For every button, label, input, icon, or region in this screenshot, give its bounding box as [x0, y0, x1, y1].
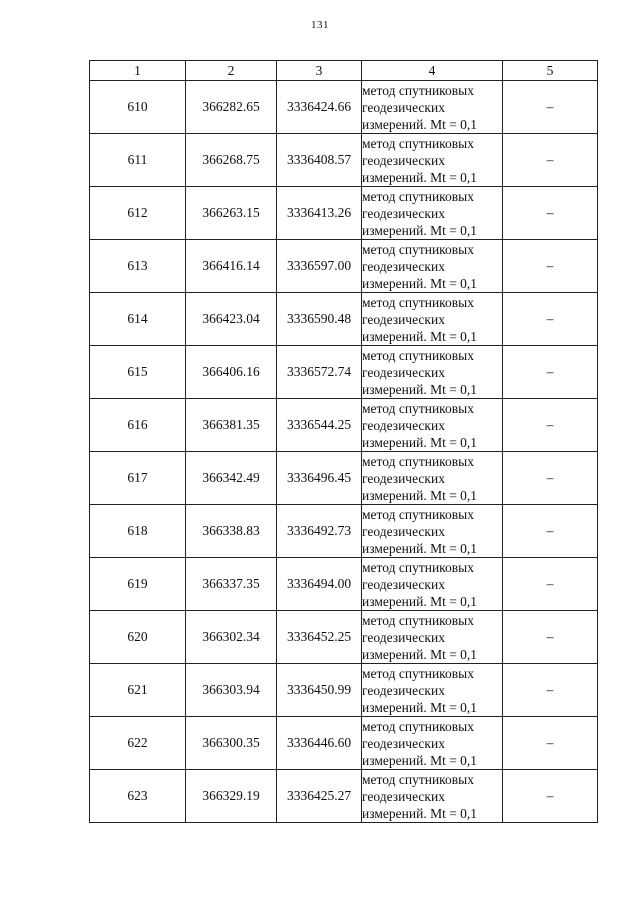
method-text-line: измерений. Mt = 0,1: [362, 222, 478, 238]
method-text-line: метод спутниковых: [362, 612, 474, 628]
y-coordinate-cell: 3336494.00: [277, 558, 362, 611]
point-number-cell: 614: [90, 293, 186, 346]
y-coordinate-cell: 3336496.45: [277, 452, 362, 505]
x-coordinate-cell: 366302.34: [186, 611, 277, 664]
method-text-line: геодезических: [362, 629, 445, 645]
method-cell: [362, 558, 503, 611]
x-coordinate-cell: 366329.19: [186, 770, 277, 823]
x-coordinate-cell: 366406.16: [186, 346, 277, 399]
table-row: [90, 346, 598, 399]
method-cell: [362, 399, 503, 452]
note-cell: –: [503, 187, 598, 240]
method-text-line: метод спутниковых: [362, 559, 474, 575]
method-text-line: геодезических: [362, 99, 445, 115]
note-cell: –: [503, 293, 598, 346]
point-number-cell: 621: [90, 664, 186, 717]
method-cell: [362, 81, 503, 134]
y-coordinate-cell: 3336590.48: [277, 293, 362, 346]
note-cell: –: [503, 505, 598, 558]
table-row: [90, 717, 598, 770]
method-text-line: измерений. Mt = 0,1: [362, 434, 478, 450]
note-cell: –: [503, 452, 598, 505]
table-row: [90, 240, 598, 293]
x-coordinate-cell: 366338.83: [186, 505, 277, 558]
method-text-line: геодезических: [362, 205, 445, 221]
table-row: [90, 558, 598, 611]
method-text-line: измерений. Mt = 0,1: [362, 381, 478, 397]
method-text-line: геодезических: [362, 417, 445, 433]
y-coordinate-cell: 3336597.00: [277, 240, 362, 293]
y-coordinate-cell: 3336446.60: [277, 717, 362, 770]
table-row: [90, 611, 598, 664]
table-row: [90, 770, 598, 823]
method-text-line: измерений. Mt = 0,1: [362, 646, 478, 662]
x-coordinate-cell: 366337.35: [186, 558, 277, 611]
y-coordinate-cell: 3336425.27: [277, 770, 362, 823]
point-number-cell: 615: [90, 346, 186, 399]
method-text-line: измерений. Mt = 0,1: [362, 116, 478, 132]
method-text-line: геодезических: [362, 258, 445, 274]
method-text-line: измерений. Mt = 0,1: [362, 487, 478, 503]
point-number-cell: 619: [90, 558, 186, 611]
method-text-line: измерений. Mt = 0,1: [362, 328, 478, 344]
point-number-cell: 610: [90, 81, 186, 134]
method-text-line: геодезических: [362, 523, 445, 539]
method-text-line: метод спутниковых: [362, 188, 474, 204]
method-cell: [362, 717, 503, 770]
method-text-line: метод спутниковых: [362, 665, 474, 681]
method-text-line: измерений. Mt = 0,1: [362, 169, 478, 185]
method-cell: [362, 293, 503, 346]
table-row: [90, 134, 598, 187]
table-row: [90, 187, 598, 240]
method-text-line: геодезических: [362, 788, 445, 804]
method-cell: [362, 770, 503, 823]
method-text-line: метод спутниковых: [362, 241, 474, 257]
method-text-line: геодезических: [362, 682, 445, 698]
column-header-5: 5: [503, 61, 598, 81]
method-text-line: метод спутниковых: [362, 506, 474, 522]
point-number-cell: 620: [90, 611, 186, 664]
point-number-cell: 622: [90, 717, 186, 770]
point-number-cell: 618: [90, 505, 186, 558]
method-text-line: геодезических: [362, 576, 445, 592]
x-coordinate-cell: 366381.35: [186, 399, 277, 452]
method-text-line: измерений. Mt = 0,1: [362, 540, 478, 556]
column-header-1: 1: [90, 61, 186, 81]
table-row: [90, 664, 598, 717]
point-number-cell: 617: [90, 452, 186, 505]
table-row: [90, 452, 598, 505]
note-cell: –: [503, 240, 598, 293]
y-coordinate-cell: 3336492.73: [277, 505, 362, 558]
method-text-line: геодезических: [362, 152, 445, 168]
y-coordinate-cell: 3336424.66: [277, 81, 362, 134]
method-cell: [362, 611, 503, 664]
y-coordinate-cell: 3336408.57: [277, 134, 362, 187]
method-text-line: метод спутниковых: [362, 82, 474, 98]
x-coordinate-cell: 366282.65: [186, 81, 277, 134]
point-number-cell: 613: [90, 240, 186, 293]
method-text-line: измерений. Mt = 0,1: [362, 699, 478, 715]
method-cell: [362, 664, 503, 717]
method-cell: [362, 452, 503, 505]
method-text-line: метод спутниковых: [362, 400, 474, 416]
method-text-line: метод спутниковых: [362, 453, 474, 469]
column-header-3: 3: [277, 61, 362, 81]
note-cell: –: [503, 717, 598, 770]
method-cell: [362, 346, 503, 399]
y-coordinate-cell: 3336544.25: [277, 399, 362, 452]
method-text-line: метод спутниковых: [362, 771, 474, 787]
method-cell: [362, 134, 503, 187]
method-text-line: метод спутниковых: [362, 347, 474, 363]
table-header-row: [90, 61, 598, 81]
method-cell: [362, 187, 503, 240]
table-row: [90, 293, 598, 346]
column-header-4: 4: [362, 61, 503, 81]
method-text-line: измерений. Mt = 0,1: [362, 275, 478, 291]
page-number: 131: [311, 19, 329, 31]
point-number-cell: 616: [90, 399, 186, 452]
point-number-cell: 623: [90, 770, 186, 823]
table-row: [90, 505, 598, 558]
note-cell: –: [503, 558, 598, 611]
x-coordinate-cell: 366342.49: [186, 452, 277, 505]
table-row: [90, 399, 598, 452]
method-text-line: метод спутниковых: [362, 294, 474, 310]
x-coordinate-cell: 366268.75: [186, 134, 277, 187]
y-coordinate-cell: 3336450.99: [277, 664, 362, 717]
x-coordinate-cell: 366300.35: [186, 717, 277, 770]
x-coordinate-cell: 366423.04: [186, 293, 277, 346]
method-cell: [362, 505, 503, 558]
method-text-line: метод спутниковых: [362, 718, 474, 734]
y-coordinate-cell: 3336572.74: [277, 346, 362, 399]
method-cell: [362, 240, 503, 293]
table-row: [90, 81, 598, 134]
method-text-line: геодезических: [362, 311, 445, 327]
method-text-line: измерений. Mt = 0,1: [362, 805, 478, 821]
note-cell: –: [503, 399, 598, 452]
note-cell: –: [503, 770, 598, 823]
note-cell: –: [503, 134, 598, 187]
note-cell: –: [503, 81, 598, 134]
coordinates-table: [89, 60, 598, 823]
note-cell: –: [503, 664, 598, 717]
method-text-line: геодезических: [362, 735, 445, 751]
point-number-cell: 611: [90, 134, 186, 187]
method-text-line: геодезических: [362, 470, 445, 486]
x-coordinate-cell: 366263.15: [186, 187, 277, 240]
method-text-line: измерений. Mt = 0,1: [362, 752, 478, 768]
column-header-2: 2: [186, 61, 277, 81]
y-coordinate-cell: 3336413.26: [277, 187, 362, 240]
x-coordinate-cell: 366416.14: [186, 240, 277, 293]
note-cell: –: [503, 346, 598, 399]
x-coordinate-cell: 366303.94: [186, 664, 277, 717]
table-body: [90, 81, 598, 823]
note-cell: –: [503, 611, 598, 664]
method-text-line: геодезических: [362, 364, 445, 380]
method-text-line: измерений. Mt = 0,1: [362, 593, 478, 609]
point-number-cell: 612: [90, 187, 186, 240]
y-coordinate-cell: 3336452.25: [277, 611, 362, 664]
method-text-line: метод спутниковых: [362, 135, 474, 151]
